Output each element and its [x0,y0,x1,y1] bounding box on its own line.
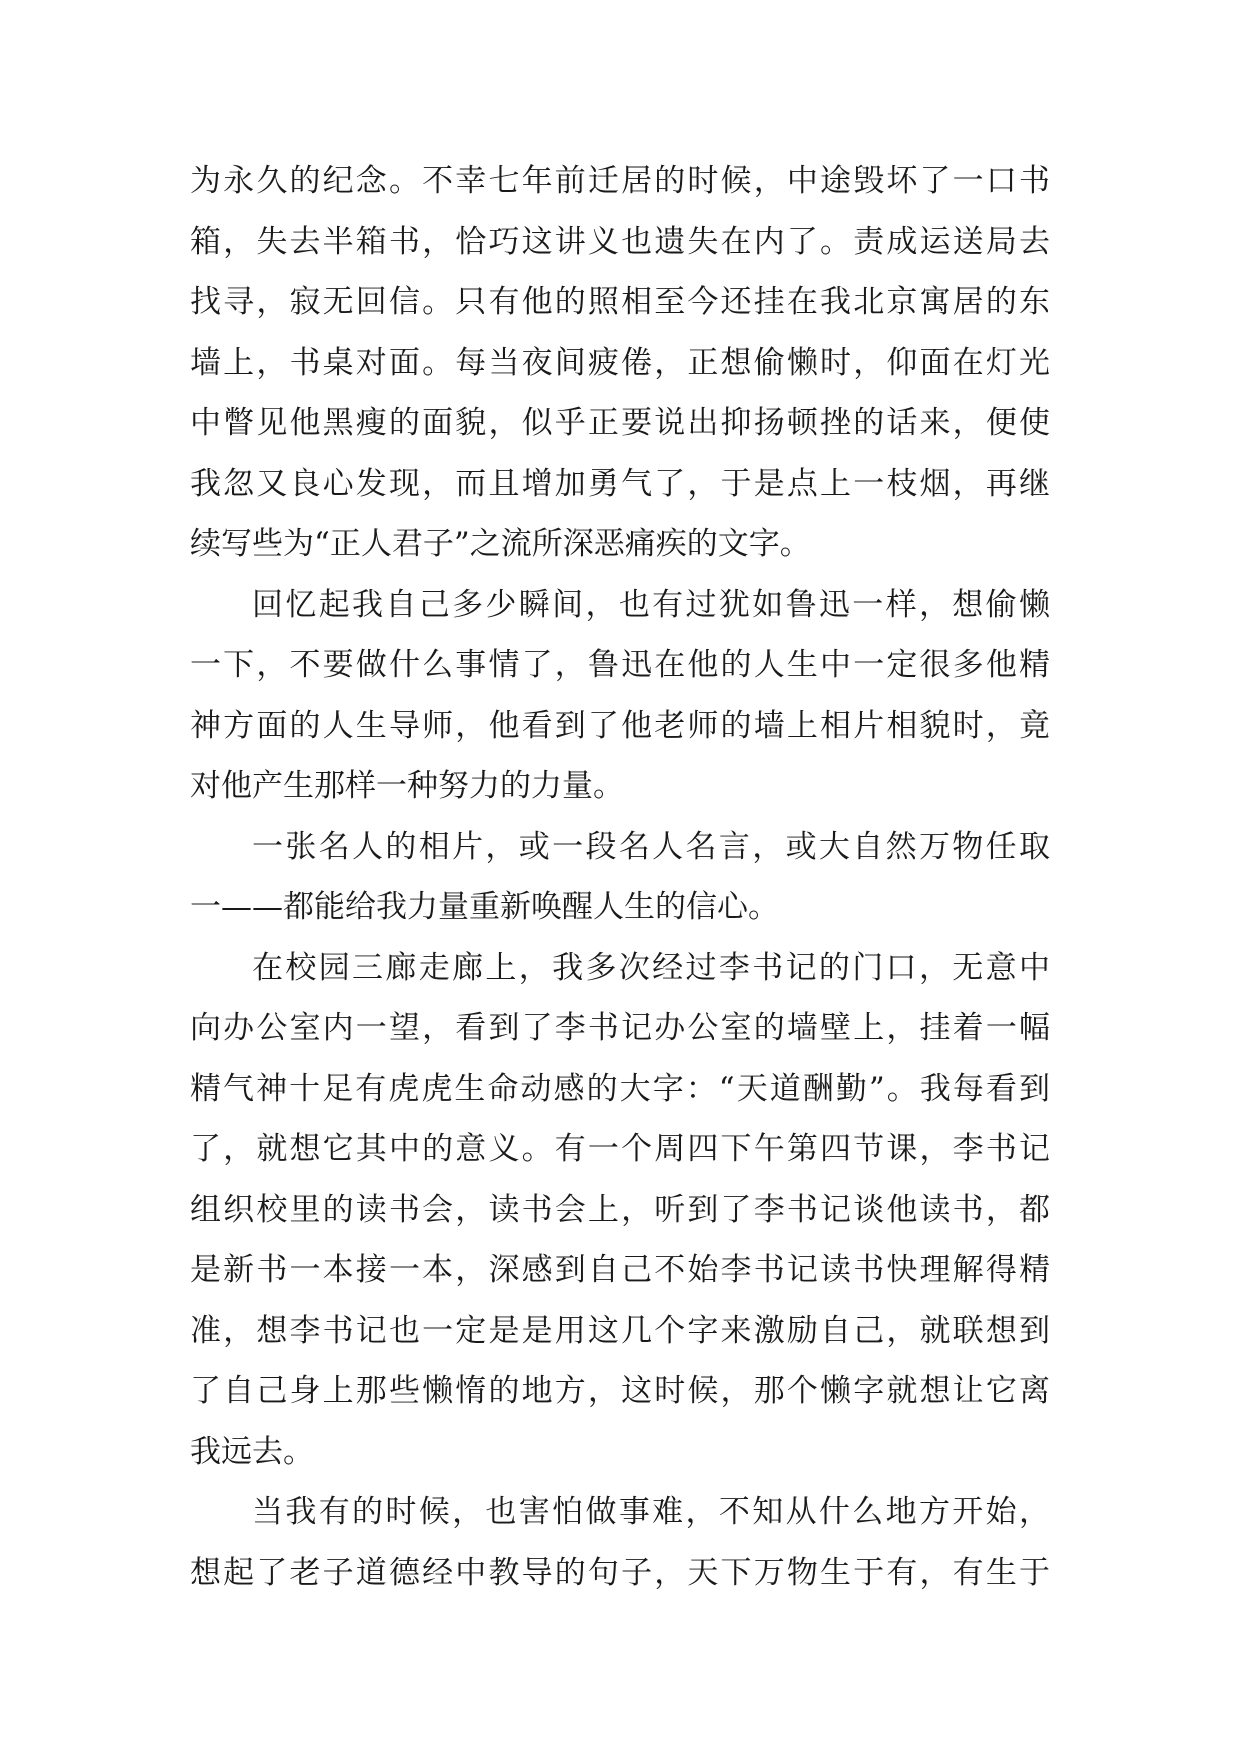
text-line: 神方面的人生导师，他看到了他老师的墙上相片相貌时，竟 [190,707,1050,744]
text-line: 了，就想它其中的意义。有一个周四下午第四节课，李书记 [190,1131,1050,1167]
text-line: 箱，失去半箱书，恰巧这讲义也遗失在内了。责成运送局去 [190,223,1050,260]
text-line: 想起了老子道德经中教导的句子，天下万物生于有，有生于 [190,1554,1050,1591]
text-line: 一下，不要做什么事情了，鲁迅在他的人生中一定很多他精 [190,647,1050,683]
text-line: 组织校里的读书会，读书会上，听到了李书记谈他读书，都 [190,1191,1050,1228]
paragraph-2 [190,575,1050,817]
text-line: 我忽又良心发现，而且增加勇气了，于是点上一枝烟，再继 [190,465,1050,502]
document-body [190,151,1050,1603]
text-line: 中瞥见他黑瘦的面貌，似乎正要说出抑扬顿挫的话来，便使 [190,405,1050,441]
paragraph-5 [190,1482,1050,1603]
text-line: 我远去。 [190,1433,314,1470]
text-line: 在校园三廊走廊上，我多次经过李书记的门口，无意中 [252,949,1050,986]
text-line: 向办公室内一望，看到了李书记办公室的墙壁上，挂着一幅 [190,1010,1050,1046]
text-line: 一张名人的相片，或一段名人名言，或大自然万物任取 [252,828,1050,865]
paragraph-1 [190,151,1050,575]
text-line: 精气神十足有虎虎生命动感的大字：“天道酬勤”。我每看到 [190,1070,1050,1107]
text-line: 为永久的纪念。不幸七年前迁居的时候，中途毁坏了一口书 [190,163,1050,199]
text-line: 是新书一本接一本，深感到自己不始李书记读书快理解得精 [190,1252,1050,1288]
text-line: 了自己身上那些懒惰的地方，这时候，那个懒字就想让它离 [190,1373,1050,1409]
text-line: 墙上，书桌对面。每当夜间疲倦，正想偷懒时，仰面在灯光 [190,344,1050,381]
text-line: 对他产生那样一种努力的力量。 [190,768,624,804]
text-line: 回忆起我自己多少瞬间，也有过犹如鲁迅一样，想偷懒 [252,586,1050,623]
paragraph-3 [190,817,1050,938]
text-line: 当我有的时候，也害怕做事难，不知从什么地方开始， [252,1494,1050,1530]
text-line: 续写些为“正人君子”之流所深恶痛疾的文字。 [190,526,811,562]
text-line: 准，想李书记也一定是是用这几个字来激励自己，就联想到 [190,1312,1050,1349]
text-line: 找寻，寂无回信。只有他的照相至今还挂在我北京寓居的东 [190,284,1050,320]
text-line: 一——都能给我力量重新唤醒人生的信心。 [190,889,779,925]
paragraph-4 [190,938,1050,1483]
